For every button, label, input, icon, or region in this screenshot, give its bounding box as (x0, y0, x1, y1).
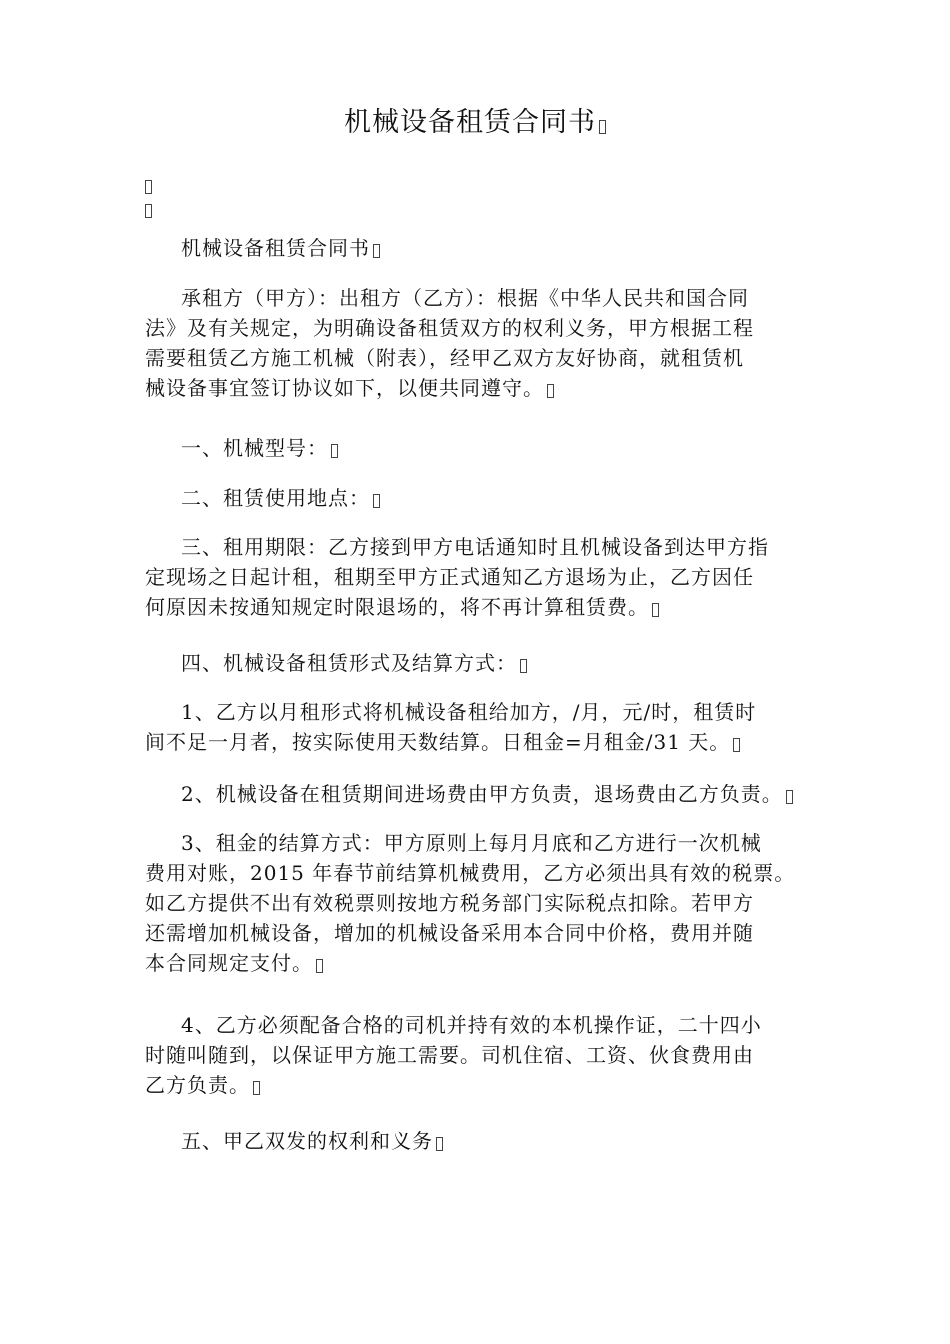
clause-2-paragraph: 2、机械设备在租赁期间进场费由甲方负责，退场费由乙方负责。 (145, 779, 815, 809)
section-2-heading: 二、租赁使用地点： (145, 483, 815, 513)
paragraph-mark-icon (373, 244, 380, 258)
section-5-heading: 五、甲乙双发的权利和义务 (145, 1126, 815, 1156)
paragraph-mark-icon (786, 790, 793, 804)
paragraph-mark-icon (547, 384, 554, 398)
paragraph-mark-icon (436, 1137, 443, 1151)
clause-4-paragraph: 4、乙方必须配备合格的司机并持有效的本机操作证，二十四小 时随叫随到，以保证甲方施工需要。司机住宿、工资、伙食费用由 乙方负责。 (145, 1013, 762, 1097)
paragraph-mark-icon (145, 200, 152, 219)
paragraph-mark-icon (652, 603, 659, 617)
paragraph-mark-icon (599, 120, 606, 134)
section-4-heading: 四、机械设备租赁形式及结算方式： (145, 648, 815, 678)
intro-paragraph: 承租方（甲方）：出租方（乙方）：根据《中华人民共和国合同 法》及有关规定，为明确设备租赁双方的权利义务，甲方根据工程 需要租赁乙方施工机械（附表），经甲乙双方友好协商，就租赁机 械设备事宜签订协议如下，以便共同遵守。 (145, 286, 754, 400)
paragraph-mark-icon (373, 494, 380, 508)
clause-1-paragraph: 1、乙方以月租形式将机械设备租给加方，/月，元/时，租赁时 间不足一月者，按实际使用天数结算。日租金=月租金/31 天。 (145, 700, 757, 754)
paragraph-mark-icon (331, 444, 338, 458)
subtitle: 机械设备租赁合同书 (145, 233, 815, 263)
section-3-paragraph: 三、租用期限：乙方接到甲方电话通知时且机械设备到达甲方指 定现场之日起计租，租期至甲方正式通知乙方退场为止，乙方因任 何原因未按通知规定时限退场的，将不再计算租赁费。 (145, 535, 769, 619)
paragraph-mark-icon (520, 659, 527, 673)
clause-3-paragraph: 3、租金的结算方式：甲方原则上每月月底和乙方进行一次机械 费用对账，2015 年春节前结算机械费用，乙方必须出具有效的税票。 如乙方提供不出有效税票则按地方税务部门实际税点扣除。若甲方 还需增加机械设备，增加的机械设备采用本合同中价格，费用并随 本合同规定支付。 (145, 831, 796, 975)
paragraph-mark-icon (733, 738, 740, 752)
paragraph-mark-icon (316, 959, 323, 973)
document-title: 机械设备租赁合同书 (0, 103, 950, 143)
paragraph-mark-icon (253, 1081, 260, 1095)
section-1-heading: 一、机械型号： (145, 433, 815, 463)
paragraph-mark-icon (145, 176, 152, 195)
